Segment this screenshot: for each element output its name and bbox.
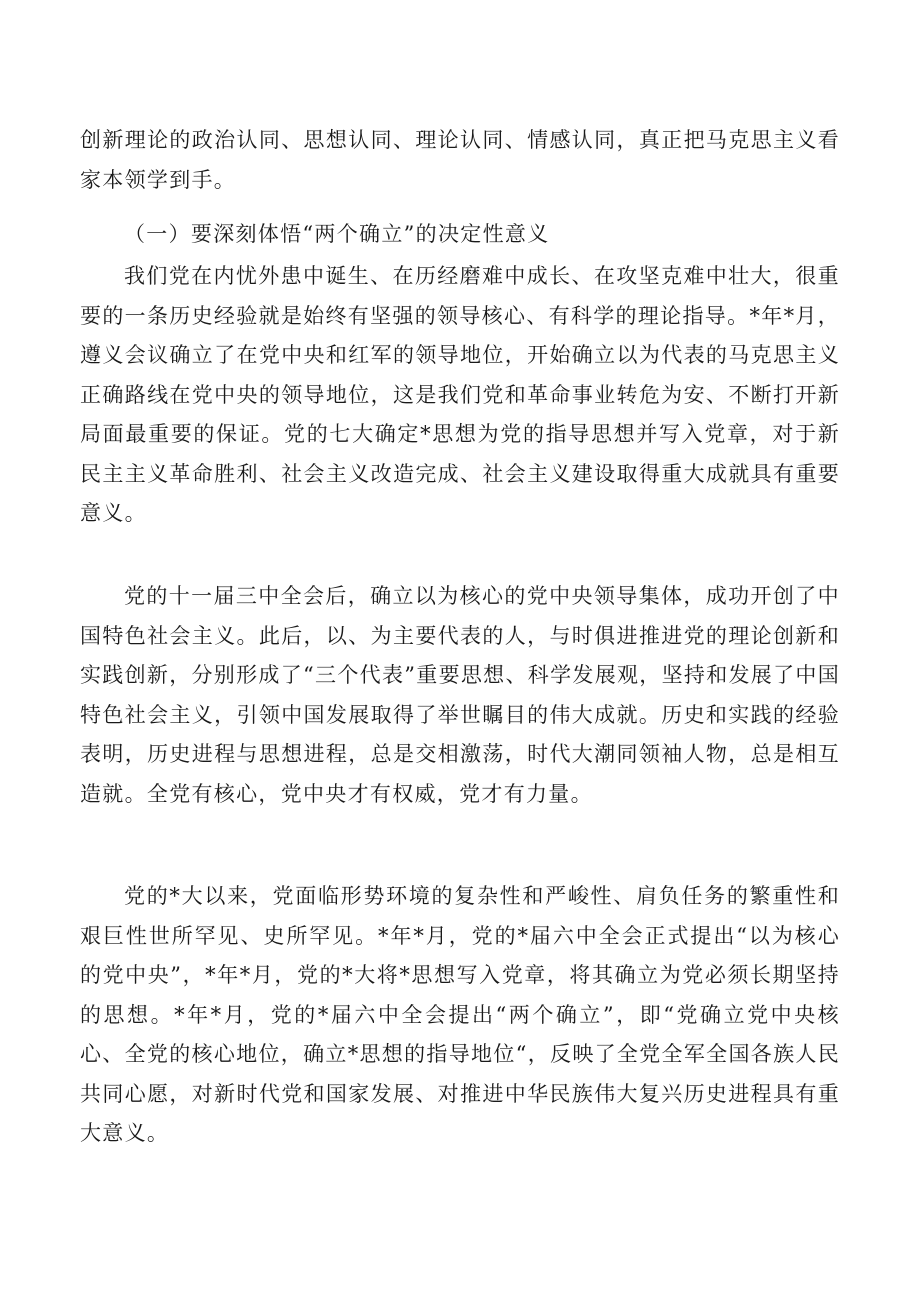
paragraph-block-3 xyxy=(80,877,840,1154)
section-heading: （一）要深刻体悟“两个确立”的决定性意义 xyxy=(124,222,550,246)
paragraph-block-2 xyxy=(80,577,840,814)
paragraph: 党的*大以来，党面临形势环境的复杂性和严峻性、肩负任务的繁重性和艰巨性世所罕见、史所罕见。*年*月，党的*届六中全会正式提出“以为核心的党中央”，*年*月，党的*大将*思想写入党章，将其确立为党必须长期坚持的思想。*年*月，党的*届六中全会提出“两个确立”，即“党确立党中央核心、全党的核心地位，确立*思想的指导地位“，反映了全党全军全国各族人民共同心愿，对新时代党和国家发展、对推进中华民族伟大复兴历史进程具有重大意义。 xyxy=(80,884,840,1145)
continuation-paragraph: 创新理论的政治认同、思想认同、理论认同、情感认同，真正把马克思主义看家本领学到手。 xyxy=(80,128,840,192)
paragraph: 我们党在内忧外患中诞生、在历经磨难中成长、在攻坚克难中壮大，很重要的一条历史经验就是始终有坚强的领导核心、有科学的理论指导。*年*月，遵义会议确立了在党中央和红军的领导地位，开始确立以为代表的马克思主义正确路线在党中央的领导地位，这是我们党和革命事业转危为安、不断打开新局面最重要的保证。党的七大确定*思想为党的指导思想并写入党章，对于新民主主义革命胜利、社会主义改造完成、社会主义建设取得重大成就具有重要意义。 xyxy=(80,264,840,525)
document-body xyxy=(80,121,840,255)
paragraph-block-1 xyxy=(80,257,840,534)
paragraph: 党的十一届三中全会后，确立以为核心的党中央领导集体，成功开创了中国特色社会主义。此后，以、为主要代表的人，与时俱进推进党的理论创新和实践创新，分别形成了“三个代表”重要思想、科学发展观，坚持和发展了中国特色社会主义，引领中国发展取得了举世瞩目的伟大成就。历史和实践的经验表明，历史进程与思想进程，总是交相激荡，时代大潮同领袖人物，总是相互造就。全党有核心，党中央才有权威，党才有力量。 xyxy=(80,584,840,806)
